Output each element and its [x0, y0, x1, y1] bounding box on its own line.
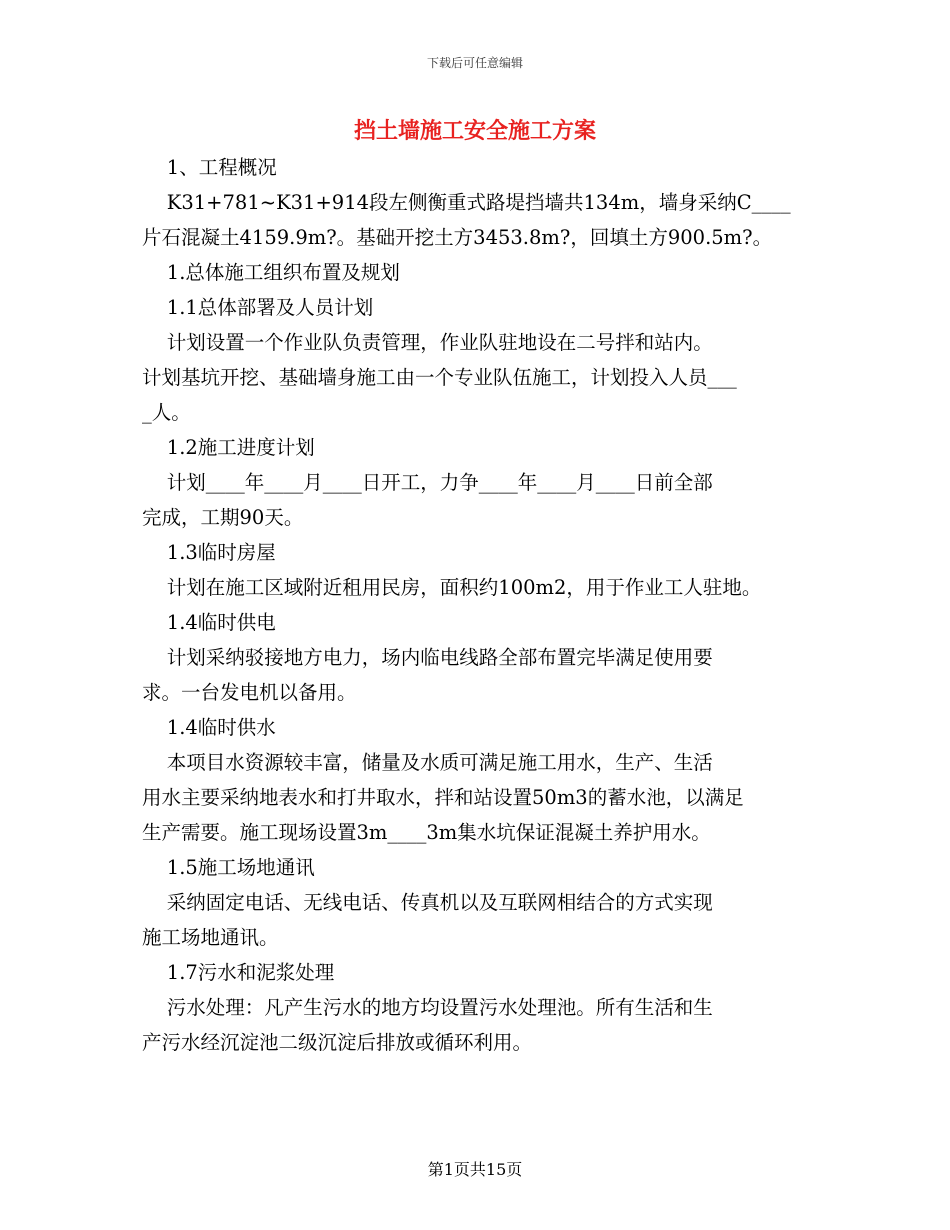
text-line: 计划在施工区域附近租用民房，面积约100m2，用于作业工人驻地。: [142, 576, 762, 599]
text-line: 采纳固定电话、无线电话、传真机以及互联网相结合的方式实现: [142, 891, 713, 914]
text-line: 本项目水资源较丰富，储量及水质可满足施工用水，生产、生活: [142, 751, 713, 774]
text-line: 1.7污水和泥浆处理: [142, 961, 335, 984]
page-footer: 第1页共15页: [427, 1160, 523, 1179]
text-line: 求。一台发电机以备用。: [142, 681, 357, 704]
document-body: [142, 150, 822, 1060]
text-line: 片石混凝土4159.9m?。基础开挖土方3453.8m?，回填土方900.5m?。: [142, 226, 773, 249]
text-line: 污水处理：凡产生污水的地方均设置污水处理池。所有生活和生: [142, 996, 713, 1019]
page-header: 下载后可任意编辑: [426, 56, 523, 70]
text-line: 计划____年____月____日开工，力争____年____月____日前全部: [142, 471, 713, 494]
text-line: 生产需要。施工现场设置3m____3m集水坑保证混凝土养护用水。: [142, 821, 711, 844]
text-line: 1.5施工场地通讯: [142, 856, 315, 879]
text-line: 1.1总体部署及人员计划: [142, 296, 374, 319]
text-line: 1.总体施工组织布置及规划: [142, 261, 400, 284]
text-line: _人。: [142, 401, 191, 424]
text-line: 1、工程概况: [142, 156, 277, 179]
text-line: 1.2施工进度计划: [142, 436, 315, 459]
text-line: K31+781~K31+914段左侧衡重式路堤挡墙共134m，墙身采纳C____: [142, 191, 791, 214]
text-line: 1.3临时房屋: [142, 541, 276, 564]
text-line: 完成，工期90天。: [142, 506, 304, 529]
text-line: 1.4临时供水: [142, 716, 276, 739]
text-line: 计划设置一个作业队负责管理，作业队驻地设在二号拌和站内。: [142, 331, 713, 354]
text-line: 产污水经沉淀池二级沉淀后排放或循环利用。: [142, 1031, 533, 1054]
text-line: 计划采纳驳接地方电力，场内临电线路全部布置完毕满足使用要: [142, 646, 713, 669]
text-line: 施工场地通讯。: [142, 926, 279, 949]
text-line: 用水主要采纳地表水和打井取水，拌和站设置50m3的蓄水池，以满足: [142, 786, 744, 809]
text-line: 1.4临时供电: [142, 611, 276, 634]
document-title: 挡土墙施工安全施工方案: [353, 118, 596, 144]
text-line: 计划基坑开挖、基础墙身施工由一个专业队伍施工，计划投入人员___: [142, 366, 737, 389]
